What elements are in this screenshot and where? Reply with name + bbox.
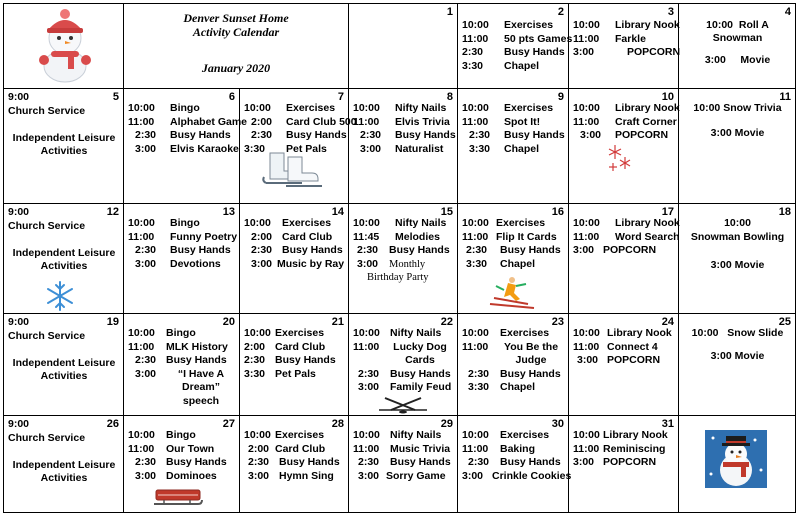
activity-calendar xyxy=(3,3,796,513)
activity-line: 3:00 “I Have A Dream” speech xyxy=(135,367,225,407)
activity-line: 11:00 Baking xyxy=(462,442,536,455)
day-number: 15 xyxy=(440,206,453,218)
activity-line: 2:30 Busy Hands xyxy=(251,129,347,141)
empty-cell xyxy=(679,416,796,513)
activity-line: 10:00 Library Nook xyxy=(573,327,672,339)
day-number: 22 xyxy=(440,316,453,328)
day-cell xyxy=(124,314,240,416)
day-cell xyxy=(679,204,796,314)
activity-line: Snowman Bowling xyxy=(690,230,785,243)
activity-line: 2:00 Card Club xyxy=(244,340,326,353)
hockey-sticks-icon xyxy=(379,396,427,414)
sunday-cell xyxy=(4,314,124,416)
activity-line: 10:00 Exercises xyxy=(462,429,550,441)
activity-line: 2:30 Busy Hands xyxy=(360,129,456,141)
activity-line: 2:30 Busy Hands xyxy=(357,244,450,256)
day-cell xyxy=(569,89,679,204)
day-number: 21 xyxy=(331,316,344,328)
activity-line: 11:00 MLK History xyxy=(128,340,228,353)
activity-line: 2:30 Busy Hands xyxy=(466,244,561,256)
activity-line: 3:00 Hymn Sing xyxy=(248,469,334,482)
day-cell xyxy=(240,204,349,314)
activity-line: 10:00 Exercises xyxy=(244,102,336,114)
activity-line: 3:00 Movie xyxy=(710,349,765,362)
activity-line: 2:30 Busy Hands xyxy=(135,244,231,256)
day-number: 14 xyxy=(331,206,344,218)
activity-line: 2:00 Card Club xyxy=(251,230,333,243)
activity-line: 10:00 Bingo xyxy=(128,429,196,441)
day-cell xyxy=(569,204,679,314)
day-cell xyxy=(679,89,796,204)
activity-line: 10:00 Exercises xyxy=(462,19,554,31)
day-number: 11 xyxy=(779,91,791,103)
activity-line: 10:00 Bingo xyxy=(128,217,200,229)
service-time: 9:00 xyxy=(8,91,30,103)
activity-line: 3:00 Devotions xyxy=(135,257,221,270)
activity-line: 3:30 Chapel xyxy=(469,142,540,155)
activity-line: 10:00 Snow Slide xyxy=(691,327,784,339)
day-number: 1 xyxy=(446,6,453,18)
activity-line: 2:30 Busy Hands xyxy=(135,456,227,468)
activity-line: 11:00 Lucky Dog Cards xyxy=(353,340,447,366)
activity-line: 10:00 Exercises xyxy=(462,327,550,339)
snowman-icon xyxy=(30,8,100,84)
day-number: 10 xyxy=(661,91,674,103)
independent-activities: Independent Leisure Activities xyxy=(12,459,116,484)
activity-line: 3:00 POPCORN xyxy=(573,456,657,468)
activity-line: 11:00 Funny Poetry xyxy=(128,230,238,243)
activity-line: 10:00 Exercises xyxy=(244,429,325,441)
day-cell xyxy=(349,89,458,204)
day-number: 26 xyxy=(106,418,119,430)
day-cell xyxy=(349,204,458,314)
activity-line: 3:00 POPCORN xyxy=(573,46,681,58)
independent-activities: Independent Leisure Activities xyxy=(12,357,116,382)
activity-line: 3:00 Music by Ray xyxy=(251,257,345,270)
activity-line: 11:00 Farkle xyxy=(573,32,646,45)
sunday-cell xyxy=(4,89,124,204)
activity-line: 3:00 Naturalist xyxy=(360,142,444,155)
day-cell xyxy=(458,204,569,314)
snowman-corner-cell xyxy=(4,4,124,89)
activity-line: 3:00 Sorry Game xyxy=(358,469,446,482)
day-cell xyxy=(349,416,458,513)
day-number: 7 xyxy=(337,91,344,103)
day-cell xyxy=(240,416,349,513)
day-cell xyxy=(349,4,458,89)
activity-line: 10:00 Nifty Nails xyxy=(353,327,442,339)
activity-line: 2:30 Busy Hands xyxy=(135,129,231,141)
activity-line: 10:00 Exercises xyxy=(244,217,332,229)
activity-line: 11:45 Melodies xyxy=(353,230,440,243)
activity-line: 10:00 Snow Trivia xyxy=(693,102,782,114)
activity-line: 10:00 Roll A Snowman xyxy=(706,19,769,44)
activity-line: 10:00 Nifty Nails xyxy=(353,429,442,441)
activity-line: 10:00 Nifty Nails xyxy=(353,102,447,114)
activity-line: 11:00 You Be the Judge xyxy=(462,340,559,366)
home-name: Denver Sunset Home xyxy=(183,11,289,25)
day-cell xyxy=(569,416,679,513)
ice-skates-icon xyxy=(262,149,326,189)
day-number: 18 xyxy=(778,206,791,218)
activity-line: 11:00 Craft Corner xyxy=(573,115,677,128)
day-number: 23 xyxy=(551,316,564,328)
service-time: 9:00 xyxy=(8,316,30,328)
activity-line: 10:00 Bingo xyxy=(128,102,200,114)
day-cell xyxy=(679,314,796,416)
activity-line: 3:00 Movie xyxy=(710,126,765,139)
calendar-title-cell xyxy=(124,4,349,89)
day-cell xyxy=(124,204,240,314)
activity-line: 2:00 Card Club 500 xyxy=(251,115,357,128)
activity-line: 10:00 Exercises xyxy=(244,327,325,339)
activity-line: 3:00 Crinkle Cookies xyxy=(462,469,572,482)
activity-line: 3:00 POPCORN xyxy=(580,129,669,141)
activity-line: 11:00 Elvis Trivia xyxy=(353,115,450,128)
day-cell xyxy=(349,314,458,416)
activity-line: 2:30 Busy Hands xyxy=(462,46,565,58)
sled-icon xyxy=(152,486,204,508)
activity-line: 10:00 Library Nook xyxy=(573,429,668,441)
activity-line: 3:00 Dominoes xyxy=(135,469,217,482)
service-time: 9:00 xyxy=(8,418,30,430)
day-number: 31 xyxy=(661,418,674,430)
calendar-month: January 2020 xyxy=(201,61,271,75)
calendar-subtitle: Activity Calendar xyxy=(192,25,280,39)
activity-line: 3:00 Movie xyxy=(710,259,765,271)
day-cell xyxy=(458,314,569,416)
day-number: 30 xyxy=(551,418,564,430)
church-service: Church Service xyxy=(8,219,86,232)
activity-line: 3:30 Pet Pals xyxy=(244,142,327,155)
activity-line: 11:00 Word Search xyxy=(573,230,680,243)
day-cell xyxy=(458,89,569,204)
activity-line: 11:00 Connect 4 xyxy=(573,340,658,353)
day-number: 25 xyxy=(778,316,791,328)
church-service: Church Service xyxy=(8,329,86,342)
activity-line: 10:00 Library Nook xyxy=(573,217,680,229)
day-cell xyxy=(569,314,679,416)
activity-line: 2:30 Busy Hands xyxy=(135,354,227,366)
activity-line: 3:00 POPCORN xyxy=(577,354,661,366)
activity-line: 3:00 Movie xyxy=(704,54,771,66)
activity-line: 11:00 Flip It Cards xyxy=(462,230,557,243)
day-number: 8 xyxy=(446,91,453,103)
day-number: 13 xyxy=(222,206,235,218)
day-number: 16 xyxy=(551,206,564,218)
activity-line: 2:00 Card Club xyxy=(248,442,326,455)
activity-line: 11:00 50 pts Games xyxy=(462,32,573,45)
snowman-photo-icon xyxy=(705,430,767,488)
activity-line: 3:30 Chapel xyxy=(466,257,536,270)
service-time: 9:00 xyxy=(8,206,30,218)
activity-line: 11:00 Alphabet Game xyxy=(128,115,248,128)
day-cell xyxy=(124,89,248,204)
day-number: 12 xyxy=(106,206,119,218)
activity-line: 3:00 Monthly xyxy=(357,257,426,270)
activity-line: 11:00 Our Town xyxy=(128,442,215,455)
activity-line: 2:30 Busy Hands xyxy=(251,244,343,256)
activity-line: 2:30 Busy Hands xyxy=(468,367,561,380)
day-number: 29 xyxy=(440,418,453,430)
activity-line: 11:00 Spot It! xyxy=(462,115,541,128)
activity-line: 3:00 Family Feud xyxy=(358,381,452,393)
activity-line: 2:30 Busy Hands xyxy=(248,456,340,468)
day-number: 20 xyxy=(222,316,235,328)
sunday-cell xyxy=(4,204,124,314)
day-number: 2 xyxy=(557,6,564,18)
activity-line: 3:00 POPCORN xyxy=(573,244,657,256)
day-number: 6 xyxy=(228,91,235,103)
day-number: 5 xyxy=(112,91,119,103)
activity-line: 3:00 Elvis Karaoke xyxy=(135,142,239,155)
activity-line: 10:00 Bingo xyxy=(128,327,196,339)
church-service: Church Service xyxy=(8,431,86,444)
activity-line: 2:30 Busy Hands xyxy=(468,456,561,468)
day-cell xyxy=(679,4,796,89)
day-cell xyxy=(458,416,572,513)
activity-line: 10:00 Library Nook xyxy=(573,19,680,31)
activity-line: 11:00 Reminiscing xyxy=(573,442,666,455)
day-number: 17 xyxy=(661,206,674,218)
activity-line: 11:00 Music Trivia xyxy=(353,442,451,455)
activity-line: 10:00 Exercises xyxy=(462,217,546,229)
sunday-cell xyxy=(4,416,124,513)
day-cell xyxy=(569,4,679,89)
day-number: 9 xyxy=(557,91,564,103)
activity-line: 3:30 Pet Pals xyxy=(244,367,316,380)
activity-line: 10:00 Nifty Nails xyxy=(353,217,447,229)
independent-activities: Independent Leisure Activities xyxy=(12,132,116,157)
activity-line: 2:30 Busy Hands xyxy=(358,456,451,468)
activity-line: 10:00 Exercises xyxy=(462,102,554,114)
activity-line: 2:30 Busy Hands xyxy=(244,354,336,366)
church-service: Church Service xyxy=(8,104,86,117)
activity-line: 3:30 Chapel xyxy=(468,381,536,393)
day-number: 28 xyxy=(331,418,344,430)
activity-line: 3:30 Chapel xyxy=(462,59,540,72)
day-cell xyxy=(124,416,240,513)
day-number: 19 xyxy=(106,316,119,328)
snowflake-icon xyxy=(44,280,76,312)
day-number: 4 xyxy=(784,6,791,18)
day-cell xyxy=(240,314,349,416)
activity-line: 2:30 Busy Hands xyxy=(469,129,565,141)
day-number: 27 xyxy=(222,418,235,430)
day-cell xyxy=(240,89,357,204)
activity-line: 2:30 Busy Hands xyxy=(358,367,451,380)
day-number: 3 xyxy=(667,6,674,18)
snowflake-icon xyxy=(607,143,631,173)
day-cell xyxy=(458,4,573,89)
activity-line: 10:00 Library Nook xyxy=(573,102,680,114)
independent-activities: Independent Leisure Activities xyxy=(12,247,116,272)
skier-icon xyxy=(488,276,536,310)
activity-line: 10:00 xyxy=(724,217,751,229)
day-number: 24 xyxy=(661,316,674,328)
activity-line: Birthday Party xyxy=(367,272,429,283)
